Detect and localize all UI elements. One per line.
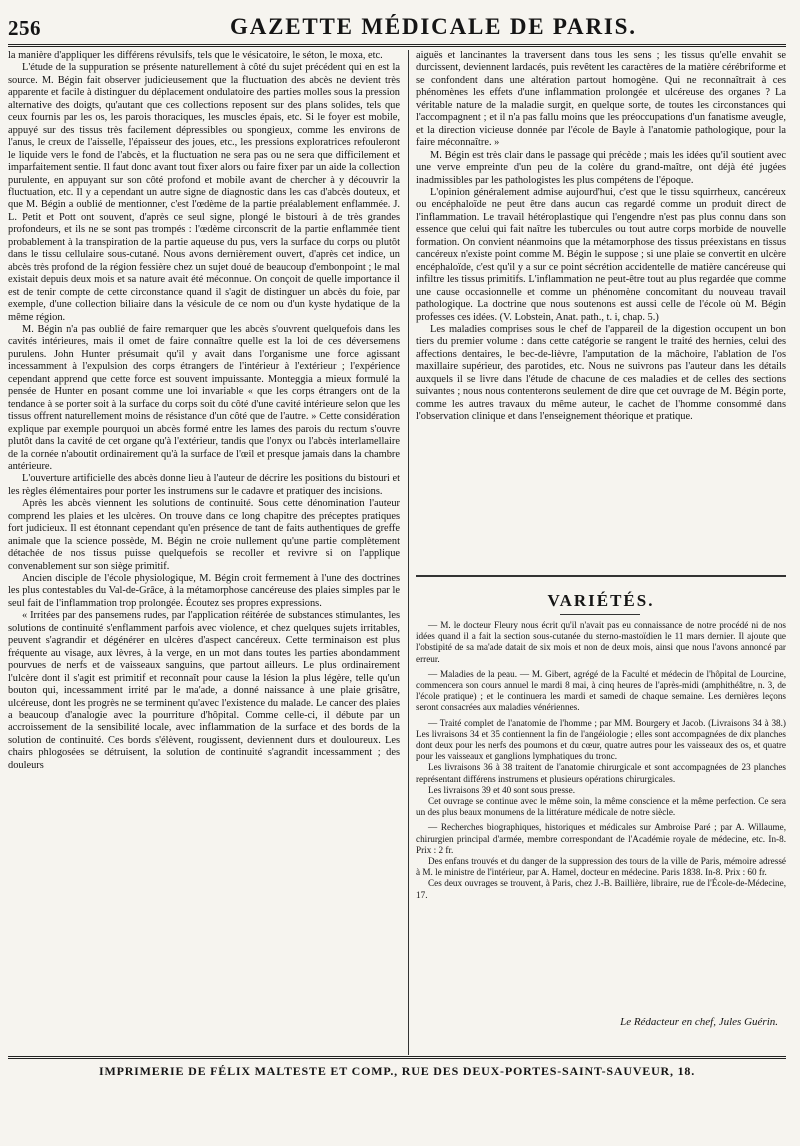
news-item: Ces deux ouvrages se trouvent, à Paris, chez J.-B. Baillière, libraire, rue de l'École-de-Médecine, 17. bbox=[416, 878, 786, 900]
paragraph: M. Bégin est très clair dans le passage qui précède ; mais les idées qu'il soutient avec une verve empreinte d'un peu de la colère du grand-maître, ont déjà été jugées inadmissibles par les pathologistes les plus compétens de l'époque. bbox=[416, 149, 786, 186]
paragraph: aiguës et lancinantes la traversent dans tous les sens ; les tissus qu'elle envahit se durcissent, deviennent lardacés, puis revêtent les caractères de la matière cérébriforme et se confondent dans une altération partout homogène. Qui ne reconnaîtrait à ces phénomènes les effets d'une inflammation prolongée et ulcéreuse des organes ? La véritable nature de la maladie surgit, en quelque sorte, de toutes les circonstances qui l'accompagnent ; et il n'a pas fallu moins que les préoccupations d'un fanatisme aveugle, et la direction vicieuse donnée par l'école de Bayle à l'anatomie pathologique, pour la faire méconnaître. » bbox=[416, 50, 786, 149]
heading-underline bbox=[560, 614, 640, 615]
paragraph: la manière d'appliquer les différens révulsifs, tels que le vésicatoire, le séton, le moxa, etc. bbox=[8, 50, 383, 61]
left-column bbox=[8, 50, 400, 1055]
paragraph: L'opinion généralement admise aujourd'hui, c'est que le tissu squirrheux, cancéreux ou encéphaloïde ne peut être dans aucun cas regardé comme un produit direct de l'inflammation. Le travail hétéroplastique qui l'engendre n'est pas plus connu dans son essence que celui qui fait naître les tubercules ou tout autre corps morbide de nouvelle formation. On convient néanmoins que la métamorphose des tissus préexistans en tissus cancéreux n'existe point comme M. Bégin le suppose ; si une plaie se convertit en ulcère encéphaloïde, c'est qu'il y a sur ce point sécrétion accidentelle de matière cancéreuse qui infiltre les tissus primitifs. L'inflammation ne peut-être tout au plus regardée que comme une cause occasionnelle et comme un phénomène concomitant du nouveau travail pathologique. La doctrine que nous soutenons est aussi celle de l'école où M. Bégin professes ces idées. (V. Lobstein, Anat. path., t. i, chap. 5.) bbox=[416, 186, 786, 323]
section-rule bbox=[416, 575, 786, 577]
paragraph: L'étude de la suppuration se présente naturellement à côté du sujet précédent qui en est la source. M. Bégin fait observer judicieusement que la fluctuation des abcès ne devient très apparente et facile à distinguer du déplacement ondulatoire des parties molles sous la pression alternative des doigts, qu'autant que ces collections reposent sur des plans solides, tels que ceux fournis par les os, les parois thoraciques, les muscles épais, etc. Si le foyer est mobile, appuyé sur des tissus très facilement dépressibles ou spongieux, comme les environs de l'anus, le creux de l'aisselle, l'épaisseur des joues, etc., les pressions exploratrices refouleront le liquide vers le fond de l'abcès, et la fluctuation ne sera pas ou ne sera que difficilement et imparfaitement sentie. Il faut donc avant tout fixer alors ou faire fixer par un aide la collection purulente, en appuyant sur son côté profond et mobile avant de chercher à y découvrir la fluctuation, etc. Il y a cependant un autre signe de diagnostic dans les cas d'abcès douteux, et que M. Bégin a oublié de mentionner, c'est l'œdème de la partie préalablement enflammée. J. L. Petit et Pott ont souvent, d'après ce seul signe, plongé le bistouri à de très grandes profondeurs, et ils ne se sont pas trompés : l'œdème circonscrit de la partie enflammée tient probablement à la transpiration de la partie aqueuse du pus, vers la surface du corps ou plutôt dans le tissu cellulaire sous-cutané. Nous avons dernièrement ouvert, d'après cet indice, un abcès très profond de la région fessière chez un sujet doué de beaucoup d'embonpoint ; le mal existait depuis deux mois et sa nature avait été méconnue. On conçoit de quelle importance il est de tenir compte de cette circonstance quand il s'agit de distinguer un abcès du foie, par exemple, d'une collection biliaire dans la vésicule de ce nom ou d'un kyste hydatique de la même région. bbox=[8, 62, 400, 323]
paragraph: Ancien disciple de l'école physiologique, M. Bégin croit fermement à l'une des doctrines les plus contestables du Val-de-Grâce, à la métamorphose cancéreuse des plaies simples par le seul fait de l'inflammation trop prolongée. Écoutez ses propres expressions. bbox=[8, 573, 400, 609]
page-number: 256 bbox=[8, 16, 41, 40]
varietes-section bbox=[416, 620, 786, 1005]
news-item: Les livraisons 39 et 40 sont sous presse. bbox=[428, 784, 575, 795]
header-rule bbox=[8, 44, 786, 47]
news-item: Des enfans trouvés et du danger de la suppression des tours de la ville de Paris, mémoire adressé à M. le ministre de l'intérieur, par A. Hamel, docteur en médecine. Paris 1838. In-8. Prix : 60 fr. bbox=[416, 856, 786, 878]
news-item: Cet ouvrage se continue avec le même soin, la même conscience et la même perfection. Ce sera un des plus beaux monumens de la littérature médicale de notre siècle. bbox=[416, 796, 786, 818]
editor-signature: Le Rédacteur en chef, Jules Guérin. bbox=[620, 1016, 778, 1028]
paragraph: Après les abcès viennent les solutions de continuité. Sous cette dénomination l'auteur comprend les plaies et les ulcères. On trouve dans ce long chapitre des préceptes pratiques fort judicieux. Il est étonnant cependant qu'en présence de tant de faits authentiques de greffe animale que la science possède, M. Bégin ne croie nullement qu'une partie complètement détachée de nos tissus puisse quelquefois se recoller et revivre si on l'applique convenablement sur son siège primitif. bbox=[8, 498, 400, 572]
paragraph: L'ouverture artificielle des abcès donne lieu à l'auteur de décrire les positions du bistouri et les règles élémentaires pour porter les instrumens sur le cadavre et pratiquer des incisions. bbox=[8, 473, 400, 497]
news-item: — Recherches biographiques, historiques et médicales sur Ambroise Paré ; par A. Willaume, chirurgien principal d'armée, membre correspondant de l'Académie royale de médecine, etc. In-8. Prix : 2 fr. bbox=[416, 822, 786, 855]
news-item: Les livraisons 36 à 38 traitent de l'anatomie chirurgicale et sont accompagnées de 23 planches représentant différens instrumens et plusieurs opérations chirurgicales. bbox=[416, 762, 786, 784]
printer-imprint: IMPRIMERIE DE FÉLIX MALTESTE ET COMP., RUE DES DEUX-PORTES-SAINT-SAUVEUR, 18. bbox=[98, 1064, 696, 1078]
paragraph: « Irritées par des pansemens rudes, par l'application réitérée de substances stimulantes, les solutions de continuité s'enflamment parfois avec violence, et chez quelques sujets irritables, peuvent s'agrandir et dégénérer en ulcères d'aspect cancéreux. Cette terminaison est plus fréquente au visage, aux lèvres, à la verge, en un mot dans toutes les parties abondamment pourvues de nerfs et de vaisseaux sanguins, que partout ailleurs. Le plus ordinairement l'ulcère dont il s'agit est primitif et reconnaît pour cause la lésion la plus légère, telle qu'un bouton qui, incessamment irrité par le ma'ade, a donné naissance à une plaie grisâtre, ulcéreuse, dont les progrès ne se terminent qu'avec l'existence du malade. Le cancer des plaies a beaucoup d'analogie avec la pourriture d'hôpital. Comme celle-ci, il débute par un accroissement de la sensibilité locale, avec inflammation de la surface et des bords de la solution de continuité. Ces bords s'élèvent, rougissent, deviennent durs et douloureux. Les chairs phlogosées se détruisent, la solution de continuité s'agrandit incessamment ; des douleurs bbox=[8, 610, 400, 771]
varietes-heading: VARIÉTÉS. bbox=[547, 591, 655, 610]
news-item: — Maladies de la peau. — M. Gibert, agrégé de la Faculté et médecin de l'hôpital de Lourcine, commencera son cours annuel le mardi 8 mai, à cinq heures de l'après-midi (amphithéâtre, n. 3, de l'école pratique) ; et le continuera les mardi et samedi de chaque semaine. Les dernières leçons seront consacrées aux maladies vénériennes. bbox=[416, 668, 786, 713]
news-item: — M. le docteur Fleury nous écrit qu'il n'avait pas eu connaissance de notre procédé ni de nos idées quand il a fait la section sous-cutanée du sterno-mastoïdien le 11 mars dernier. Il ajoute que l'obstipité de sa ma'ade datait de six mois et non de deux mois, ainsi que nous l'avons annoncé par erreur. bbox=[416, 620, 786, 664]
paragraph: M. Bégin n'a pas oublié de faire remarquer que les abcès s'ouvrent quelquefois dans les cavités intérieures, mais il omet de faire connaître quelle est la loi de ces déversemens purulens. John Hunter présumait qu'il y avait dans l'organisme une force agissant incessamment à l'expulsion des corps étrangers de l'intérieur à l'extérieur ; l'expérience cependant apprend que cette force est souvent impuissante. Monteggia a mieux formulé la pensée de Hunter en posant comme une loi invariable « que les corps étrangers ont de la tendance à se porter soit à la surface du corps soit du côté d'une cavité intérieure selon que les tissus offrent naturellement moins de résistance d'un côté que de l'autre. » Cette considération explique par exemple pourquoi un abcès formé entre les lames des parois du rectum s'ouvre plutôt dans la cavité de cet organe qu'à l'extérieur, tandis que l'onyx ou l'abcès interlamellaire de la cornée n'aboutit ordinairement qu'à la surface de l'œil et presque jamais dans la chambre antérieure. bbox=[8, 323, 400, 472]
news-item: — Traité complet de l'anatomie de l'homme ; par MM. Bourgery et Jacob. (Livraisons 34 à 38.) Les livraisons 34 et 35 contiennent la fin de l'angéiologie ; elles sont accompagnées de dix planches dont deux pour les nerfs des poumons et du cœur, quatre autres pour les vaisseaux des os, et quatre pour les vaisseaux et ganglions lymphatiques du tronc. bbox=[416, 717, 786, 762]
page-header bbox=[0, 14, 790, 42]
right-column-top bbox=[416, 50, 786, 567]
column-divider bbox=[408, 50, 409, 1055]
masthead-title: GAZETTE MÉDICALE DE PARIS. bbox=[230, 14, 637, 39]
paragraph: Les maladies comprises sous le chef de l'appareil de la digestion occupent un bon tiers du premier volume : dans cette catégorie se rangent le traité des hernies, celui des affections dentaires, le bec-de-lièvre, l'amputation de la mâchoire, l'ablation de l'os maxillaire supérieur, des parotides, etc. Nous ne suivrons pas l'auteur dans les détails auxquels il se livre dans l'étude de chacune de ces maladies et de celles des sections suivantes ; nous nous contenterons seulement de dire que cet ouvrage de M. Bégin porte, comme les autres travaux du même auteur, le cachet de l'homme consommé dans l'observation clinique et dans l'enseignement théorique et pratique. bbox=[416, 323, 786, 423]
footer-rule bbox=[8, 1056, 786, 1059]
